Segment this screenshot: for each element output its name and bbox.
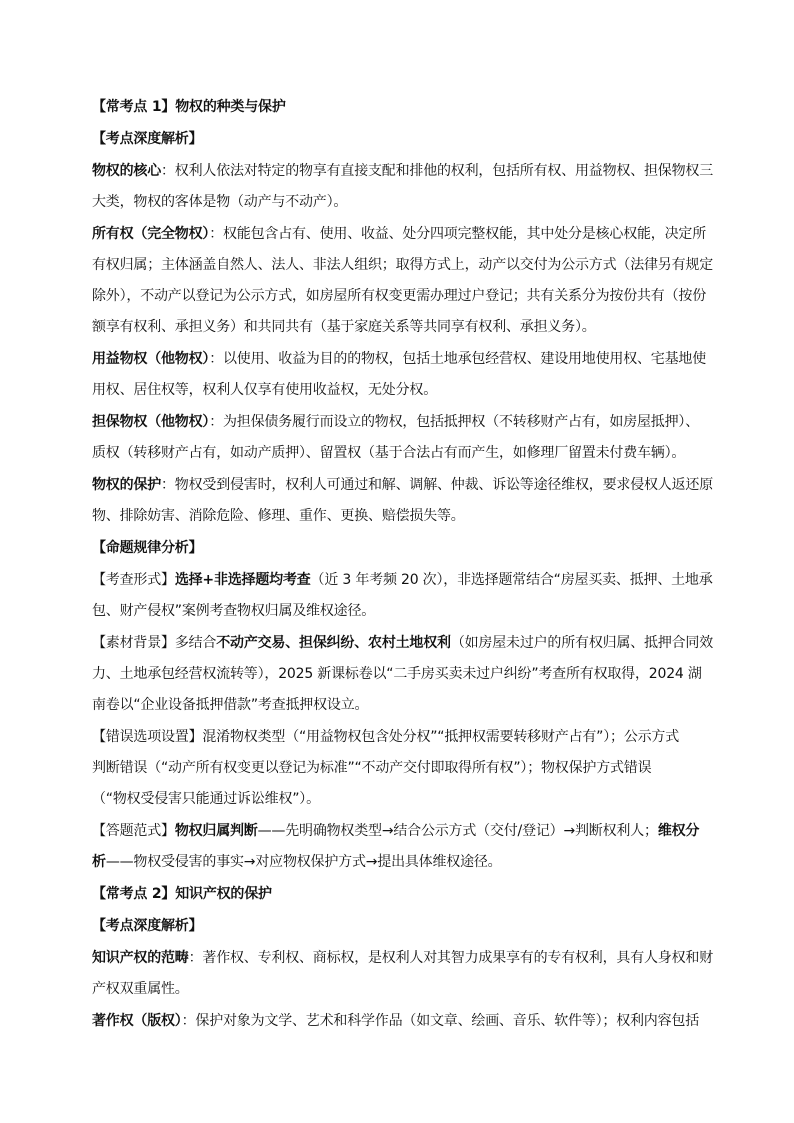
paragraph-line: 包、财产侵权”案例考查物权归属及维权途径。 — [92, 603, 376, 619]
analysis-subheading-2: 【考点深度解析】 — [92, 918, 203, 934]
analysis-subheading-1: 【考点深度解析】 — [92, 131, 203, 147]
paragraph-line: 质权（转移财产占有，如动产质押）、留置权（基于合法占有而产生，如修理厂留置未付费车辆）。 — [92, 445, 686, 461]
document-page — [92, 97, 732, 1031]
paragraph-line: 物、排除妨害、消除危险、修理、重作、更换、赔偿损失等。 — [92, 508, 465, 524]
tag: 【考查形式】 — [92, 572, 175, 588]
term-label: 著作权（版权） — [92, 1013, 182, 1029]
tag: 【答题范式】 — [92, 823, 175, 839]
paragraph-security: 担保物权（他物权）：为担保债务履行而设立的物权，包括抵押权（不转移财产占有，如房屋抵押）、 — [92, 414, 700, 430]
paragraph-line: 额享有权利、承担义务）和共同共有（基于家庭关系等共同享有权利、承担义务）。 — [92, 319, 596, 335]
paragraph-line: 判断错误（“动产所有权变更以登记为标准”“不动产交付即取得所有权”）；物权保护方式错误 — [92, 760, 652, 776]
paragraph-material: 【素材背景】多结合不动产交易、担保纠纷、农村土地权利（如房屋未过户的所有权归属、抵押合同效 — [92, 635, 714, 651]
paragraph-line: 力、土地承包经营权流转等），2025 新课标卷以“二手房买卖未过户纠纷”考查所有权取得，2024 湖 — [92, 666, 702, 682]
paragraph-line: 用权、居住权等，权利人仅享有使用收益权，无处分权。 — [92, 382, 437, 398]
paragraph-usufruct: 用益物权（他物权）：以使用、收益为目的的物权，包括土地承包经营权、建设用地使用权、宅基地使 — [92, 351, 707, 367]
paragraph-answer-pattern: 【答题范式】物权归属判断——先明确物权类型→结合公示方式（交付/登记）→判断权利人；维权分 — [92, 823, 700, 839]
term-label: 用益物权（他物权） — [92, 351, 210, 367]
paragraph-ownership: 所有权（完全物权）：权能包含占有、使用、收益、处分四项完整权能，其中处分是核心权能，决定所 — [92, 226, 707, 242]
paragraph-core: 物权的核心：权利人依法对特定的物享有直接支配和排他的权利，包括所有权、用益物权、担保物权三 — [92, 163, 713, 179]
tag: 【素材背景】 — [92, 635, 175, 651]
paragraph-line: （“物权受侵害只能通过诉讼维权”）。 — [92, 791, 320, 807]
paragraph-ip-scope: 知识产权的范畴：著作权、专利权、商标权，是权利人对其智力成果享有的专有权利，具有人身权和财 — [92, 950, 714, 966]
paragraph-protection: 物权的保护：物权受到侵害时，权利人可通过和解、调解、仲裁、诉讼等途径维权，要求侵权人返还原 — [92, 477, 713, 493]
paragraph-line: 南卷以“企业设备抵押借款”考查抵押权设立。 — [92, 697, 369, 713]
paragraph-line: 大类，物权的客体是物（动产与不动产）。 — [92, 194, 348, 210]
paragraph-line: 析——物权受侵害的事实→对应物权保护方式→提出具体维权途径。 — [92, 854, 502, 870]
rule-heading: 【命题规律分析】 — [92, 540, 203, 556]
tag: 【错误选项设置】 — [92, 729, 203, 745]
paragraph-line: 产权双重属性。 — [92, 981, 189, 997]
paragraph-copyright: 著作权（版权）：保护对象为文学、艺术和科学作品（如文章、绘画、音乐、软件等）；权利内容包括 — [92, 1013, 700, 1029]
term-label: 知识产权的范畴 — [92, 950, 189, 966]
paragraph-wrong-options: 【错误选项设置】混淆物权类型（“用益物权包含处分权”“抵押权需要转移财产占有”）；公示方式 — [92, 729, 680, 745]
paragraph-exam-form: 【考查形式】选择+非选择题均考查（近 3 年考频 20 次），非选择题常结合“房屋买卖、抵押、土地承 — [92, 572, 713, 588]
term-label: 物权的保护 — [92, 477, 161, 493]
term-label: 担保物权（他物权） — [92, 414, 210, 430]
term-label: 所有权（完全物权） — [92, 226, 210, 242]
paragraph-line: 除外），不动产以登记为公示方式，如房屋所有权变更需办理过户登记；共有关系分为按份共有（按份 — [92, 288, 706, 304]
section-heading-1: 【常考点 1】物权的种类与保护 — [92, 99, 286, 115]
section-heading-2: 【常考点 2】知识产权的保护 — [92, 886, 272, 902]
paragraph-line: 有权归属；主体涵盖自然人、法人、非法人组织；取得方式上，动产以交付为公示方式（法律另有规定 — [92, 257, 713, 273]
term-label: 物权的核心 — [92, 163, 161, 179]
